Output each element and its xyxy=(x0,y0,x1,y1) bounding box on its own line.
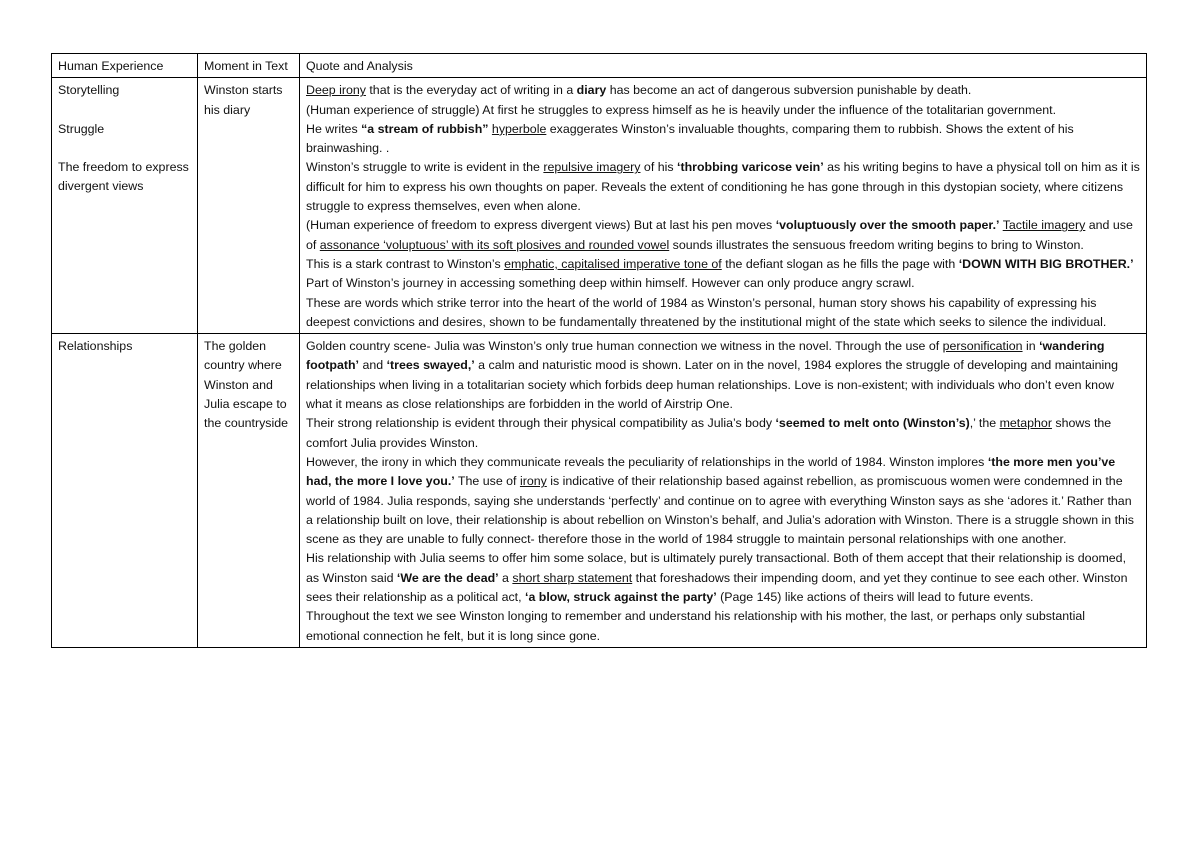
quote-text: ‘DOWN WITH BIG BROTHER.’ xyxy=(958,256,1134,271)
human-experience-cell xyxy=(52,334,198,648)
header-quote-and-analysis: Quote and Analysis xyxy=(300,54,1147,78)
analysis-text: However, the irony in which they communicate reveals the peculiarity of relationships in the world of 1984. Winston implores xyxy=(306,454,988,469)
analysis-text: Golden country scene- Julia was Winston’s only true human connection we witness in the novel. Through the use of xyxy=(306,339,943,354)
analysis-paragraph xyxy=(306,549,1140,607)
analysis-cell xyxy=(300,78,1147,334)
technique-text: Tactile imagery xyxy=(1002,218,1086,233)
quote-text: ‘We are the dead’ xyxy=(396,570,499,585)
analysis-text: that is the everyday act of writing in a xyxy=(365,83,577,98)
human-experience-cell xyxy=(52,78,198,334)
analysis-text: This is a stark contrast to Winston’s xyxy=(306,256,505,271)
analysis-text: the defiant slogan as he fills the page with xyxy=(721,256,959,271)
analysis-text: (Human experience of freedom to express divergent views) But at last his pen moves xyxy=(306,218,776,233)
analysis-text: ,’ the xyxy=(969,416,1000,431)
analysis-text: He writes xyxy=(306,121,362,136)
quote-text: “a stream of rubbish” xyxy=(361,121,489,136)
analysis-text: (Human experience of struggle) At first he struggles to express himself as he is heavily under the influence of the totalitarian government. xyxy=(306,102,1057,117)
technique-text: repulsive imagery xyxy=(543,160,641,175)
analysis-text: a calm and naturistic mood is shown. Later on in the novel, 1984 explores the struggle of developing and maintaining relationships when living in a totalitarian society which forbids deep human relationships. Love is non-existent; with individuals who don’t even know what it means as close relationships are forbidden in the world of Airstrip One. xyxy=(306,358,1119,412)
quote-text: ‘seemed to melt onto (Winston’s) xyxy=(775,416,970,431)
technique-text: assonance ‘voluptuous’ with its soft plosives and rounded vowel xyxy=(319,237,670,252)
analysis-text: exaggerates Winston’s invaluable thoughts, comparing them to rubbish. Shows the extent of his brainwashing. . xyxy=(306,121,1074,156)
analysis-text: that foreshadows their impending doom, and yet they continue to see each other. Winston sees their relationship as a political act, xyxy=(306,570,1128,605)
technique-text: short sharp statement xyxy=(512,570,633,585)
moment-cell: Winston starts his diary xyxy=(198,78,300,334)
analysis-text: is indicative of their relationship based against rebellion, as promiscuous women were condemned in the world of 1984. Julia responds, saying she understands ‘perfectly’ and continue on to agree with everything Winston says as she ‘adores it.’ Rather than a relationship built on love, their relationship is about rebellion on Winston’s behalf, and Julia’s adoration with Winston. There is a struggle shown in this scene as they are unable to fully connect- therefore those in the world of 1984 struggle to maintain personal relationships with one another. xyxy=(306,474,1134,547)
analysis-text: of his xyxy=(640,160,677,175)
analysis-paragraph xyxy=(306,101,1140,120)
analysis-text: a xyxy=(498,570,513,585)
analysis-text: (Page 145) like actions of theirs will lead to future events. xyxy=(716,590,1034,605)
human-experience-label: Storytelling xyxy=(58,83,120,98)
quote-text: ‘the more men you’ve had, the more I love you.’ xyxy=(306,454,1116,489)
analysis-paragraph xyxy=(306,158,1140,216)
analysis-text: The use of xyxy=(454,474,520,489)
header-human-experience: Human Experience xyxy=(52,54,198,78)
analysis-text: His relationship with Julia seems to offer him some solace, but is ultimately purely transactional. Both of them accept that their relationship is doomed, as Winston said xyxy=(306,551,1127,585)
analysis-paragraph xyxy=(306,453,1140,549)
technique-text: Deep irony xyxy=(306,83,366,98)
analysis-table xyxy=(51,53,1147,648)
technique-text: hyperbole xyxy=(491,121,547,136)
analysis-text: and use of xyxy=(306,218,1133,252)
technique-text: emphatic, capitalised imperative tone of xyxy=(504,256,722,271)
technique-text: metaphor xyxy=(999,416,1052,431)
analysis-text: as his writing begins to have a physical toll on him as it is difficult for him to express his own thoughts on paper. Reveals the extent of conditioning he has gone through in this dystopian society, where citizens struggle to express themselves, even when alone. xyxy=(306,160,1140,214)
analysis-text: and xyxy=(359,358,387,373)
quote-text: ‘throbbing varicose vein’ xyxy=(677,160,824,175)
analysis-paragraph xyxy=(306,337,1140,414)
header-moment-in-text: Moment in Text xyxy=(198,54,300,78)
analysis-cell xyxy=(300,334,1147,648)
moment-cell: The golden country where Winston and Julia escape to the countryside xyxy=(198,334,300,648)
analysis-paragraph xyxy=(306,414,1140,453)
analysis-paragraph xyxy=(306,81,1140,100)
quote-text: diary xyxy=(576,83,607,98)
analysis-text: has become an act of dangerous subversion punishable by death. xyxy=(606,83,972,98)
technique-text: irony xyxy=(519,474,547,489)
analysis-text: Part of Winston’s journey in accessing something deep within himself. However can only produce angry scrawl. xyxy=(306,276,915,291)
analysis-paragraph xyxy=(306,255,1140,294)
table-row xyxy=(52,334,1147,648)
quote-text: ‘a blow, struck against the party’ xyxy=(525,590,717,605)
human-experience-label: Relationships xyxy=(58,339,133,354)
analysis-paragraph xyxy=(306,120,1140,159)
quote-text: ‘wandering footpath’ xyxy=(306,339,1105,373)
table-row xyxy=(52,78,1147,334)
human-experience-label: Struggle xyxy=(58,121,105,136)
technique-text: personification xyxy=(942,339,1023,354)
analysis-text: in xyxy=(1022,339,1040,354)
analysis-paragraph xyxy=(306,294,1140,333)
quote-text: ‘voluptuously over the smooth paper.’ xyxy=(775,218,1000,233)
analysis-paragraph xyxy=(306,216,1140,255)
analysis-text: These are words which strike terror into the heart of the world of 1984 as Winston’s personal, human story shows his capability of expressing his deepest convictions and desires, shown to be fundamentally threatened by the institutional might of the state which seeks to silence the individual. xyxy=(306,295,1107,329)
header-row xyxy=(52,54,1147,78)
analysis-text: Winston’s struggle to write is evident in the xyxy=(306,160,544,175)
analysis-text: sounds illustrates the sensuous freedom writing begins to bring to Winston. xyxy=(669,237,1084,252)
analysis-text: Their strong relationship is evident through their physical compatibility as Julia’s body xyxy=(306,416,776,431)
quote-text: ‘trees swayed,’ xyxy=(386,358,475,373)
analysis-paragraph xyxy=(306,607,1140,646)
analysis-text: Throughout the text we see Winston longing to remember and understand his relationship with his mother, the last, or perhaps only substantial emotional connection he felt, but it is long since gone. xyxy=(306,609,1085,643)
human-experience-label: The freedom to express divergent views xyxy=(58,159,189,194)
analysis-text: shows the comfort Julia provides Winston. xyxy=(306,416,1112,450)
